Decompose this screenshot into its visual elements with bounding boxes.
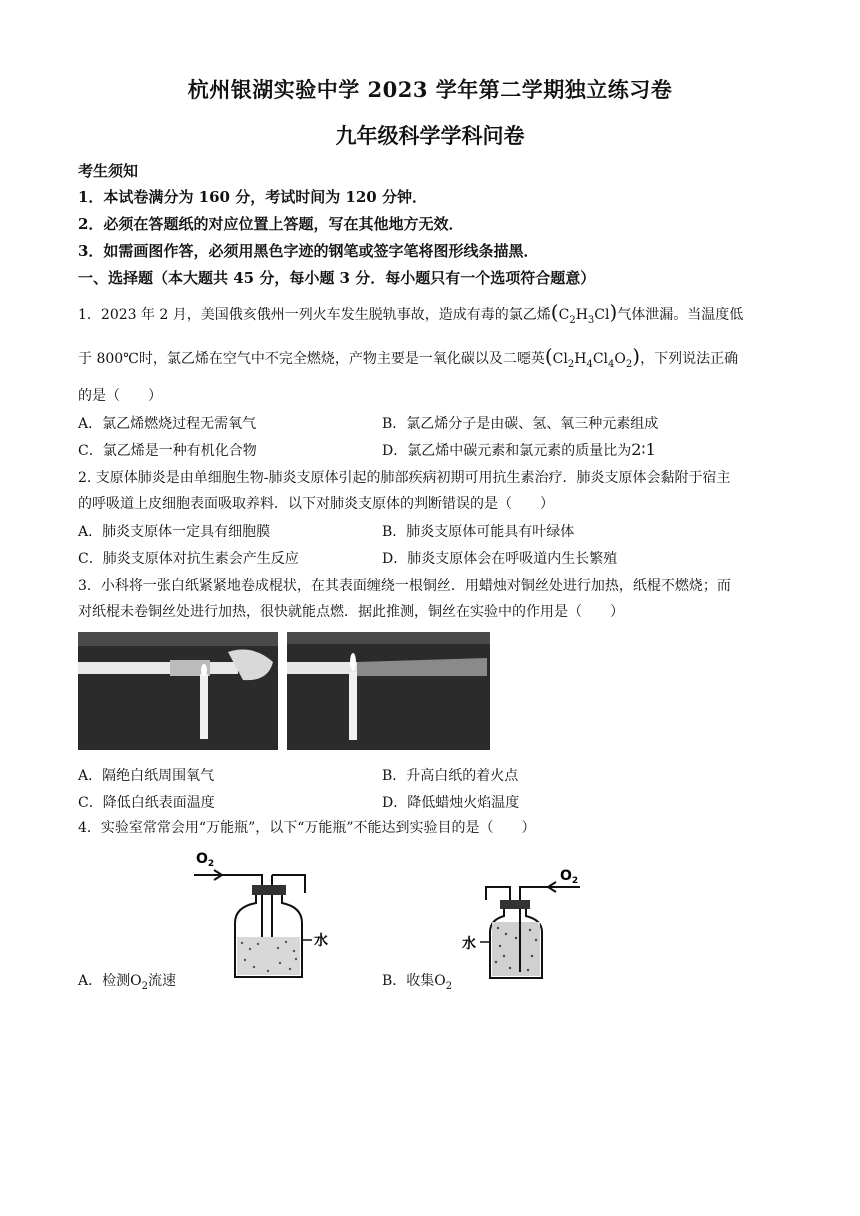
water-label: 水 bbox=[314, 933, 328, 949]
bottle-diagram-a bbox=[190, 845, 340, 985]
o2-label: $O_2$ bbox=[196, 851, 215, 869]
question-1-line: 于 800℃时，氯乙烯在空气中不完全燃烧，产物主要是一氧化碳以及二噁英$(Cl_2H_4Cl_4O_2)$，下列说法正确 bbox=[78, 344, 739, 370]
photo-1-drawing bbox=[78, 632, 278, 750]
formula-vinyl-chloride: $C_2H_3Cl$ bbox=[558, 307, 610, 326]
option-d[interactable]: D．降低蜡烛火焰温度 bbox=[382, 795, 520, 811]
experiment-photo-1 bbox=[78, 632, 278, 750]
question-1-line: 的是（ ） bbox=[78, 388, 162, 404]
option-c[interactable]: C．降低白纸表面温度 bbox=[78, 795, 215, 811]
o2-label: $O_2$ bbox=[560, 868, 579, 886]
option-d[interactable]: D．氯乙烯中碳元素和氯元素的质量比为2∶1 bbox=[382, 440, 656, 459]
option-a[interactable]: A．检测$O_2$流速 bbox=[78, 973, 176, 992]
option-a[interactable]: A．氯乙烯燃烧过程无需氧气 bbox=[78, 416, 257, 432]
question-4-line: 4．实验室常常会用“万能瓶”，以下“万能瓶”不能达到实验目的是（ ） bbox=[78, 820, 536, 836]
option-a[interactable]: A．隔绝白纸周围氧气 bbox=[78, 768, 215, 784]
question-2-line: 的呼吸道上皮细胞表面吸取养料．以下对肺炎支原体的判断错误的是（ ） bbox=[78, 496, 554, 512]
experiment-photo-2 bbox=[287, 632, 490, 750]
option-a[interactable]: A．肺炎支原体一定具有细胞膜 bbox=[78, 524, 271, 540]
option-c[interactable]: C．氯乙烯是一种有机化合物 bbox=[78, 443, 257, 459]
formula-dioxin: $Cl_2H_4Cl_4O_2$ bbox=[552, 351, 633, 370]
question-text: 1．2023 年 2 月，美国俄亥俄州一列火车发生脱轨事故，造成有毒的氯乙烯 bbox=[78, 307, 551, 323]
exam-subtitle: 九年级科学学科问卷 bbox=[335, 123, 525, 148]
option-b[interactable]: B．肺炎支原体可能具有叶绿体 bbox=[382, 524, 575, 540]
notice-item: 1．本试卷满分为 160 分，考试时间为 120 分钟． bbox=[78, 188, 427, 206]
section-heading: 一、选择题（本大题共 45 分，每小题 3 分．每小题只有一个选项符合题意） bbox=[78, 269, 596, 287]
water-label: 水 bbox=[462, 936, 476, 952]
option-b[interactable]: B．收集$O_2$ bbox=[382, 973, 453, 992]
question-2-line: 2. 支原体肺炎是由单细胞生物-肺炎支原体引起的肺部疾病初期可用抗生素治疗．肺炎支原体会黏附于宿主 bbox=[78, 470, 731, 486]
question-text: 于 800℃时，氯乙烯在空气中不完全燃烧，产物主要是一氧化碳以及二噁英 bbox=[78, 351, 545, 367]
notice-heading: 考生须知 bbox=[78, 162, 139, 180]
option-b[interactable]: B．氯乙烯分子是由碳、氢、氧三种元素组成 bbox=[382, 416, 659, 432]
option-b[interactable]: B．升高白纸的着火点 bbox=[382, 768, 519, 784]
question-3-line: 3．小科将一张白纸紧紧地卷成棍状，在其表面缠绕一根铜丝．用蜡烛对铜丝处进行加热，纸棍不燃烧；而 bbox=[78, 578, 731, 594]
question-1-line: 1．2023 年 2 月，美国俄亥俄州一列火车发生脱轨事故，造成有毒的氯乙烯$(C_2H_3Cl)$气体泄漏。当温度低 bbox=[78, 300, 744, 326]
option-c[interactable]: C．肺炎支原体对抗生素会产生反应 bbox=[78, 551, 299, 567]
bottle-diagram-b bbox=[460, 862, 590, 987]
question-text: ，下列说法正确 bbox=[640, 351, 739, 367]
notice-item: 3．如需画图作答，必须用黑色字迹的钢笔或签字笔将图形线条描黑． bbox=[78, 242, 539, 260]
photo-2-drawing bbox=[287, 632, 490, 750]
option-d[interactable]: D．肺炎支原体会在呼吸道内生长繁殖 bbox=[382, 551, 618, 567]
exam-title: 杭州银湖实验中学 2023 学年第二学期独立练习卷 bbox=[187, 77, 673, 102]
notice-item: 2．必须在答题纸的对应位置上答题，写在其他地方无效． bbox=[78, 215, 464, 233]
question-text: 气体泄漏。当温度低 bbox=[617, 307, 744, 323]
question-3-line: 对纸棍未卷铜丝处进行加热，很快就能点燃．据此推测，铜丝在实验中的作用是（ ） bbox=[78, 604, 624, 620]
